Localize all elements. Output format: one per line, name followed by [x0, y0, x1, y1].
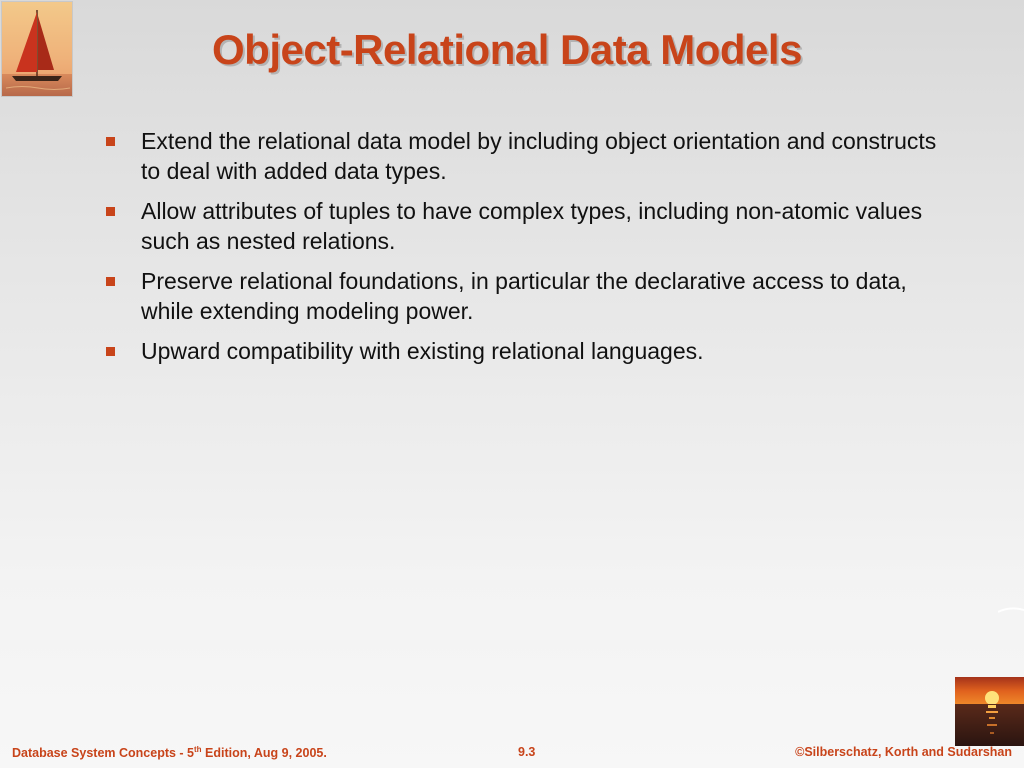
- sailboat-logo-icon: [1, 1, 73, 97]
- bullet-item: [104, 336, 944, 366]
- footer-book-edition: Database System Concepts - 5th Edition, Aug 9, 2005.: [12, 745, 327, 760]
- sunset-icon: [955, 677, 1024, 746]
- footer-page-number: 9.3: [518, 745, 536, 759]
- bullet-item: [104, 126, 944, 186]
- square-bullet-icon: [106, 347, 115, 356]
- bullet-list: [104, 126, 944, 376]
- decorative-swoosh-icon: [998, 604, 1024, 614]
- square-bullet-icon: [106, 277, 115, 286]
- bullet-item: [104, 266, 944, 326]
- bullet-text: Allow attributes of tuples to have complex types, including non-atomic values such as nested relations.: [141, 198, 923, 254]
- bullet-text: Extend the relational data model by including object orientation and constructs to deal with added data types.: [141, 128, 937, 184]
- bullet-item: [104, 196, 944, 256]
- square-bullet-icon: [106, 207, 115, 216]
- footer-copyright: ©Silberschatz, Korth and Sudarshan: [795, 745, 1012, 759]
- slide-title: Object-Relational Data Models: [212, 26, 802, 73]
- square-bullet-icon: [106, 137, 115, 146]
- bullet-text: Preserve relational foundations, in particular the declarative access to data, while extending modeling power.: [141, 268, 907, 324]
- bullet-text: Upward compatibility with existing relational languages.: [141, 338, 704, 364]
